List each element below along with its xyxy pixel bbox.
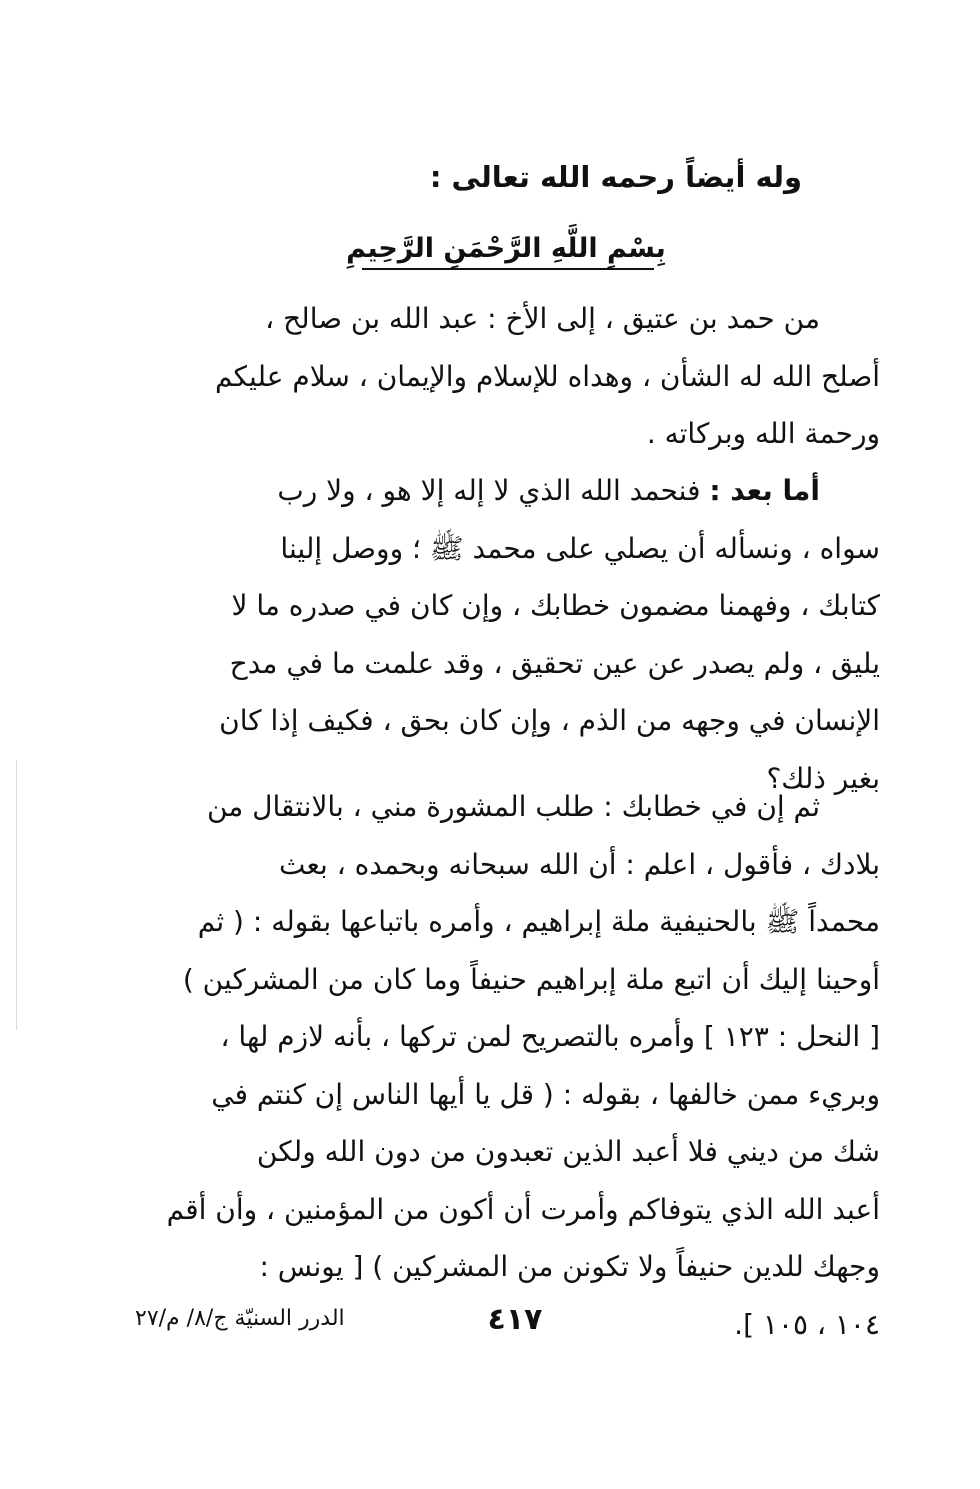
paragraph-greeting <box>135 290 880 463</box>
basmala-calligraphy: بِسْمِ اللَّهِ الرَّحْمَنِ الرَّحِيمِ <box>346 233 666 264</box>
text-line: وجهك للدين حنيفاً ولا تكونن من المشركين ) [ يونس : <box>259 1250 880 1283</box>
text-line: بلادك ، فأقول ، اعلم : أن الله سبحانه وبحمده ، بعث <box>279 847 880 881</box>
section-heading: وله أيضاً رحمه الله تعالى : <box>429 160 802 194</box>
text-line: يليق ، ولم يصدر عن عين تحقيق ، وقد علمت ما في مدح <box>229 646 880 680</box>
footer-source-reference: الدرر السنيّة ج/٨/ م/٢٧ <box>135 1306 345 1331</box>
text-line: كتابك ، وفهمنا مضمون خطابك ، وإن كان في صدره ما لا <box>231 589 880 622</box>
text-line: الإنسان في وجهه من الذم ، وإن كان بحق ، فكيف إذا كان <box>219 704 880 737</box>
text-line: بغير ذلك؟ <box>766 761 880 795</box>
paragraph-advice <box>135 778 880 1353</box>
text-line: أعبد الله الذي يتوفاكم وأمرت أن أكون من المؤمنين ، وأن أقم <box>166 1192 880 1226</box>
text-line: محمداً ﷺ بالحنيفية ملة إبراهيم ، وأمره باتباعها بقوله : ( ثم <box>197 905 880 938</box>
text-line-rest: فنحمد الله الذي لا إله إلا هو ، ولا رب <box>277 474 710 507</box>
text-line: أصلح الله له الشأن ، وهداه للإسلام والإيمان ، سلام عليكم <box>214 359 880 393</box>
text-line: ورحمة الله وبركاته . <box>646 417 880 450</box>
text-line: شك من ديني فلا أعبد الذين تعبدون من دون الله ولكن <box>256 1135 880 1168</box>
text-line: من حمد بن عتيق ، إلى الأخ : عبد الله بن صالح ، <box>265 302 820 335</box>
text-line: [ النحل : ١٢٣ ] وأمره بالتصريح لمن تركها ، بأنه لازم لها ، <box>220 1020 880 1053</box>
text-line: ثم إن في خطابك : طلب المشورة مني ، بالانتقال من <box>206 790 820 823</box>
paragraph-amma-bad <box>135 462 880 807</box>
text-line: أوحينا إليك أن اتبع ملة إبراهيم حنيفاً وما كان من المشركين ) <box>182 962 880 996</box>
text-line: سواه ، ونسأله أن يصلي على محمد ﷺ ؛ ووصل إلينا <box>280 531 880 565</box>
basmala-underline <box>362 268 654 270</box>
text-line <box>135 462 880 520</box>
scan-margin-line <box>16 760 17 1030</box>
text-line: ١٠٤ ، ١٠٥ ]. <box>734 1307 880 1341</box>
page-number: ٤١٧ <box>487 1302 543 1337</box>
text-line: وبريء ممن خالفها ، بقوله : ( قل يا أيها الناس إن كنتم في <box>211 1077 880 1111</box>
lead-bold-phrase: أما بعد : <box>709 474 820 507</box>
